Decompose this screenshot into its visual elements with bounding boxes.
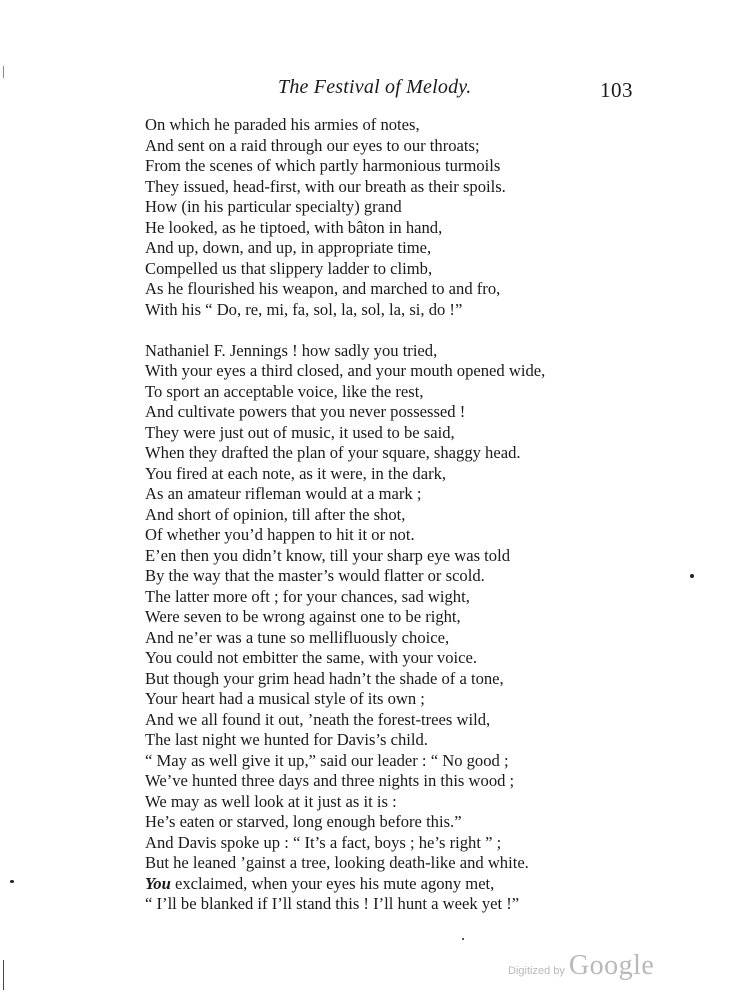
poem-line: E’en then you didn’t know, till your sharp eye was told: [145, 545, 510, 565]
poem-line: He’s eaten or starved, long enough before this.”: [145, 812, 462, 831]
line-remainder: exclaimed, when your eyes his mute agony met,: [170, 873, 495, 893]
emphasized-word: You: [145, 873, 171, 893]
watermark-prefix: Digitized by: [508, 965, 565, 977]
google-logo: Google: [568, 950, 655, 981]
poem-line: How (in his particular specialty) grand: [145, 197, 402, 216]
poem-line: Nathaniel F. Jennings ! how sadly you tried,: [145, 340, 438, 360]
poem-line: By the way that the master’s would flatter or scold.: [145, 566, 485, 585]
poem-line: But he leaned ’gainst a tree, looking death-like and white.: [145, 853, 529, 872]
poem-line: Of whether you’d happen to hit it or not.: [145, 525, 415, 544]
poem-line: And up, down, and up, in appropriate time,: [145, 238, 432, 257]
poem-line: “ May as well give it up,” said our leader : “ No good ;: [145, 750, 509, 770]
stanza-1: [145, 115, 615, 320]
poem-line: He looked, as he tiptoed, with bâton in hand,: [145, 217, 443, 237]
poem-line: Your heart had a musical style of its own ;: [145, 689, 425, 708]
running-title: The Festival of Melody.: [278, 76, 472, 98]
stanza-2: [145, 341, 615, 915]
poem-line: We may as well look at it just as it is :: [145, 791, 397, 811]
poem-line: [145, 874, 615, 895]
poem-line: You fired at each note, as it were, in the dark,: [145, 463, 447, 483]
poem-line: The last night we hunted for Davis’s child.: [145, 730, 428, 749]
poem-body: [145, 115, 615, 915]
scan-edge-mark: [3, 960, 4, 990]
poem-line: “ I’ll be blanked if I’ll stand this ! I’ll hunt a week yet !”: [145, 894, 520, 913]
poem-line: As an amateur rifleman would at a mark ;: [145, 484, 422, 503]
page-speck: [462, 938, 464, 940]
poem-line: Compelled us that slippery ladder to climb,: [145, 258, 433, 278]
poem-line: With your eyes a third closed, and your mouth opened wide,: [145, 361, 546, 380]
poem-line: As he flourished his weapon, and marched to and fro,: [145, 279, 501, 298]
poem-line: And cultivate powers that you never possessed !: [145, 402, 466, 421]
digitized-watermark: [508, 950, 654, 982]
stanza-break: [145, 320, 615, 341]
poem-line: The latter more oft ; for your chances, sad wight,: [145, 586, 470, 606]
poem-line: But though your grim head hadn’t the shade of a tone,: [145, 668, 504, 688]
poem-line: From the scenes of which partly harmonious turmoils: [145, 156, 501, 175]
poem-line: Were seven to be wrong against one to be right,: [145, 607, 461, 626]
poem-line: And sent on a raid through our eyes to our throats;: [145, 135, 480, 155]
poem-line: To sport an acceptable voice, like the rest,: [145, 381, 424, 401]
page-number: 103: [600, 78, 633, 102]
poem-line: With his “ Do, re, mi, fa, sol, la, sol, la, si, do !”: [145, 299, 463, 319]
poem-line: And ne’er was a tune so mellifluously choice,: [145, 627, 450, 647]
poem-line: When they drafted the plan of your square, shaggy head.: [145, 443, 521, 462]
poem-line: We’ve hunted three days and three nights in this wood ;: [145, 771, 515, 790]
poem-line: On which he paraded his armies of notes,: [145, 115, 420, 134]
margin-speck: [10, 880, 14, 883]
poem-line: And short of opinion, till after the shot,: [145, 504, 406, 524]
poem-line: They issued, head-first, with our breath as their spoils.: [145, 176, 506, 196]
poem-line: And we all found it out, ’neath the forest-trees wild,: [145, 709, 491, 729]
scan-edge-mark: [3, 66, 4, 78]
poem-line: They were just out of music, it used to be said,: [145, 422, 455, 442]
poem-line: You could not embitter the same, with your voice.: [145, 648, 477, 667]
poem-line: And Davis spoke up : “ It’s a fact, boys ; he’s right ” ;: [145, 832, 502, 852]
margin-speck: [690, 574, 694, 578]
